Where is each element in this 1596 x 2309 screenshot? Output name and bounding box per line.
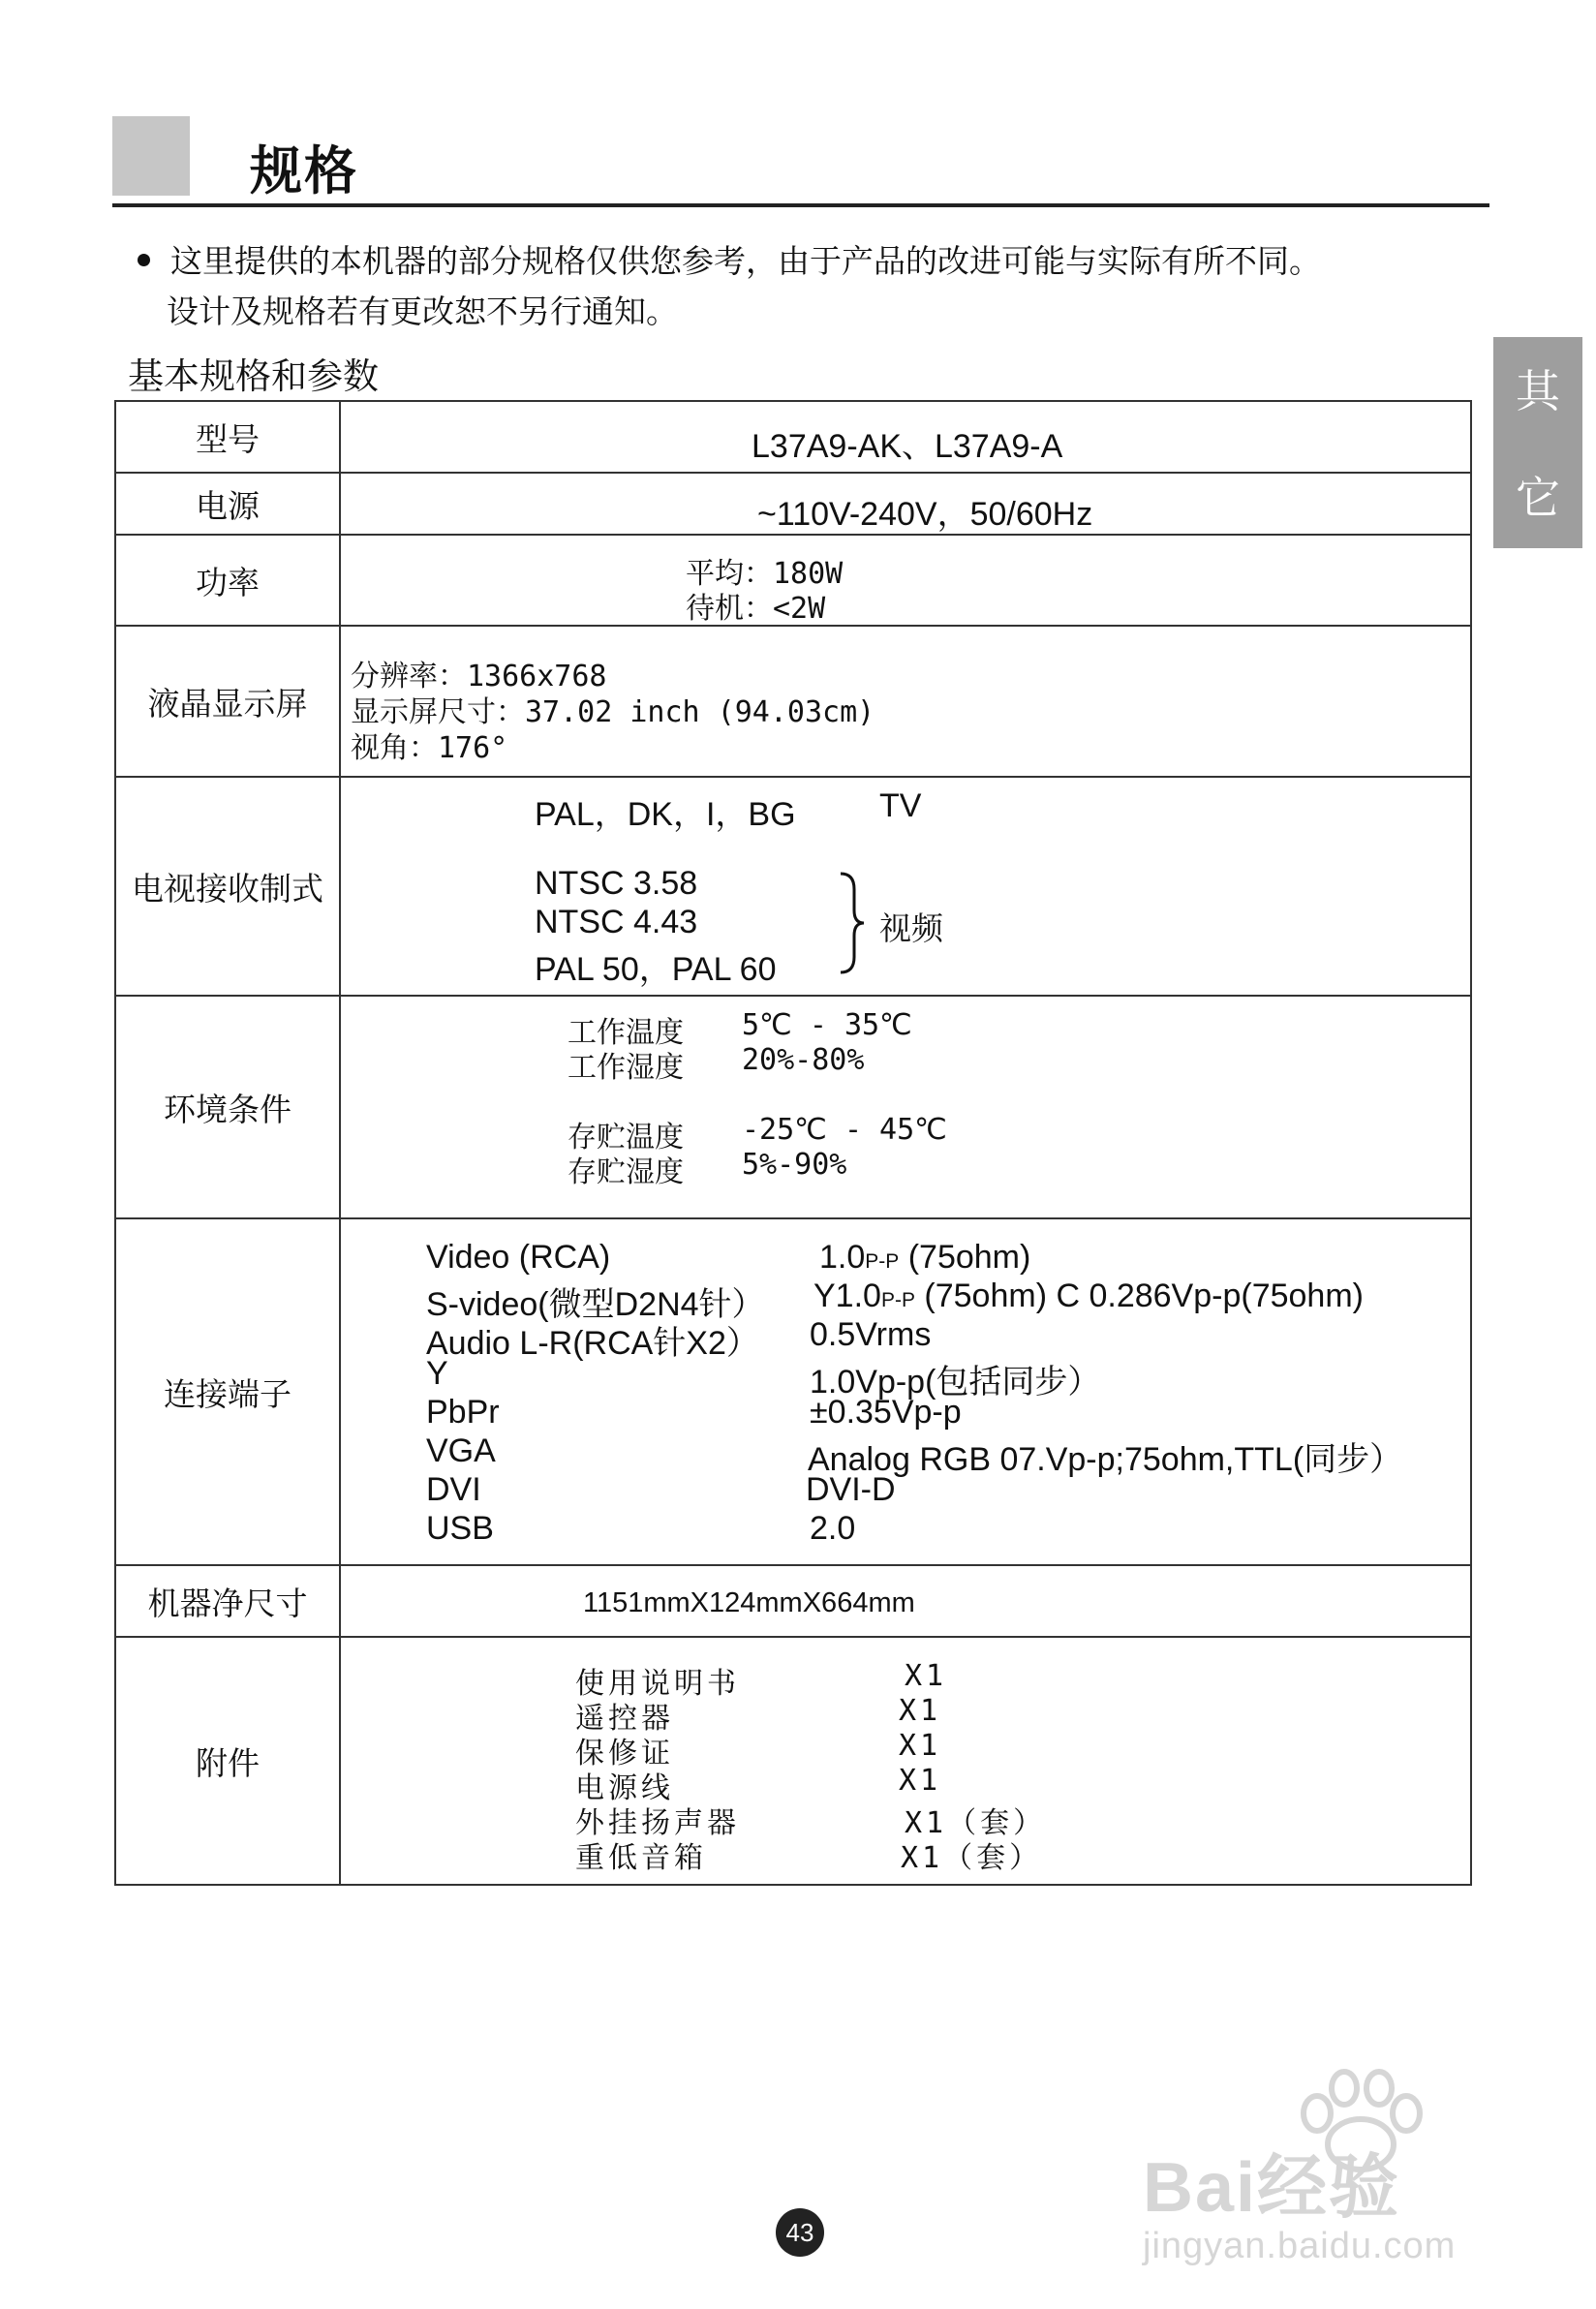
tv-system-video-1: NTSC 3.58 [535,865,698,902]
accessory-warranty: 保修证 [575,1737,674,1770]
connector-y-label: Y [426,1355,448,1392]
power-standby: 待机：<2W [686,592,826,626]
watermark-brand: Bai经验 [1143,2149,1401,2227]
tv-system-label: 电视接收制式 [115,777,340,996]
brace-icon [835,870,868,976]
connector-audio-label: Audio L-R(RCA针X2） [426,1325,759,1362]
watermark-url: jingyan.baidu.com [1143,2226,1457,2266]
connector-usb-label: USB [426,1510,494,1547]
env-operating-humidity-label: 工作湿度 [568,1051,684,1085]
table-row [115,996,1471,1218]
connector-svideo-value: Y1.0P-P (75ohm) C 0.286Vp-p(75ohm) [813,1278,1364,1314]
env-operating-temp-value: 5℃ - 35℃ [742,1008,912,1042]
lcd-size: 显示屏尺寸：37.02 inch (94.03cm) [351,695,875,729]
intro-line-2: 设计及规格若有更改恕不另行通知。 [167,292,678,330]
accessory-manual-qty: X1 [905,1659,948,1693]
header-gray-block [112,116,190,196]
env-storage-temp-value: -25℃ - 45℃ [742,1113,947,1147]
env-operating-temp-label: 工作温度 [568,1016,684,1050]
tv-system-video-2: NTSC 4.43 [535,904,698,940]
bullet-icon [138,254,150,266]
table-row [115,626,1471,777]
accessory-speakers-qty: X1（套） [905,1806,1047,1840]
accessory-manual: 使用说明书 [575,1667,740,1701]
section-subheading: 基本规格和参数 [128,355,379,397]
connector-pbpr-value: ±0.35Vp-p [810,1394,962,1431]
table-row [115,401,1471,473]
connector-pbpr-label: PbPr [426,1394,500,1431]
page-title: 规格 [250,140,358,201]
env-operating-humidity-value: 20%-80% [742,1043,865,1077]
env-storage-humidity-value: 5%-90% [742,1148,847,1182]
tv-system-tv-line: PAL，DK，I，BG [535,796,796,833]
connector-video-label: Video (RCA) [426,1239,611,1276]
title-divider [112,203,1489,207]
connector-svideo-label: S-video(微型D2N4针） [426,1286,765,1323]
model-value: L37A9-AK、L37A9-A [752,428,1063,465]
accessory-remote-qty: X1 [899,1694,942,1728]
table-row [115,1565,1471,1637]
accessory-speakers: 外挂扬声器 [575,1806,740,1840]
tv-system-video-tag: 视频 [879,909,943,947]
accessory-power-cord-qty: X1 [899,1764,942,1798]
page-number: 43 [776,2208,824,2257]
env-storage-humidity-label: 存贮湿度 [568,1155,684,1189]
connector-vga-label: VGA [426,1432,496,1469]
dimensions-label: 机器净尺寸 [115,1565,340,1637]
model-label: 型号 [115,401,340,473]
side-tab-char-2: 它 [1516,472,1560,524]
baidu-watermark [1143,2073,1456,2267]
environment-label: 环境条件 [115,996,340,1218]
accessory-subwoofer: 重低音箱 [575,1841,707,1875]
intro-line-1: 这里提供的本机器的部分规格仅供您参考，由于产品的改进可能与实际有所不同。 [170,242,1321,280]
connectors-label: 连接端子 [115,1218,340,1565]
accessories-label: 附件 [115,1637,340,1885]
table-row [115,1637,1471,1885]
env-storage-temp-label: 存贮温度 [568,1121,684,1154]
power-source-label: 电源 [115,473,340,535]
accessory-power-cord: 电源线 [575,1771,674,1805]
connector-vga-value: Analog RGB 07.Vp-p;75ohm,TTL(同步） [808,1441,1403,1478]
table-row [115,535,1471,626]
spec-table [114,400,1472,1886]
section-side-tab [1493,337,1582,548]
power-label: 功率 [115,535,340,626]
accessory-warranty-qty: X1 [899,1729,942,1763]
connector-y-value: 1.0Vp-p(包括同步） [810,1364,1101,1401]
lcd-resolution: 分辨率：1366x768 [351,660,607,693]
tv-system-video-3: PAL 50，PAL 60 [535,951,777,988]
power-source-value: ~110V-240V，50/60Hz [757,496,1093,533]
lcd-label: 液晶显示屏 [115,626,340,777]
paw-logo-icon [1288,2069,1433,2175]
connector-dvi-value: DVI-D [806,1471,896,1508]
power-average: 平均：180W [686,557,844,591]
accessory-subwoofer-qty: X1（套） [901,1841,1043,1875]
connector-usb-value: 2.0 [810,1510,856,1547]
intro-note [143,236,1321,337]
tv-system-tv-tag: TV [879,787,922,824]
side-tab-char-1: 其 [1516,365,1560,417]
table-row [115,777,1471,996]
table-row [115,473,1471,535]
dimensions-value: 1151mmX124mmX664mm [583,1587,915,1618]
connector-dvi-label: DVI [426,1471,481,1508]
connector-audio-value: 0.5Vrms [810,1316,932,1353]
lcd-view-angle: 视角：176° [351,731,508,765]
accessory-remote: 遥控器 [575,1702,674,1736]
connector-video-value: 1.0P-P (75ohm) [819,1239,1031,1276]
table-row [115,1218,1471,1565]
